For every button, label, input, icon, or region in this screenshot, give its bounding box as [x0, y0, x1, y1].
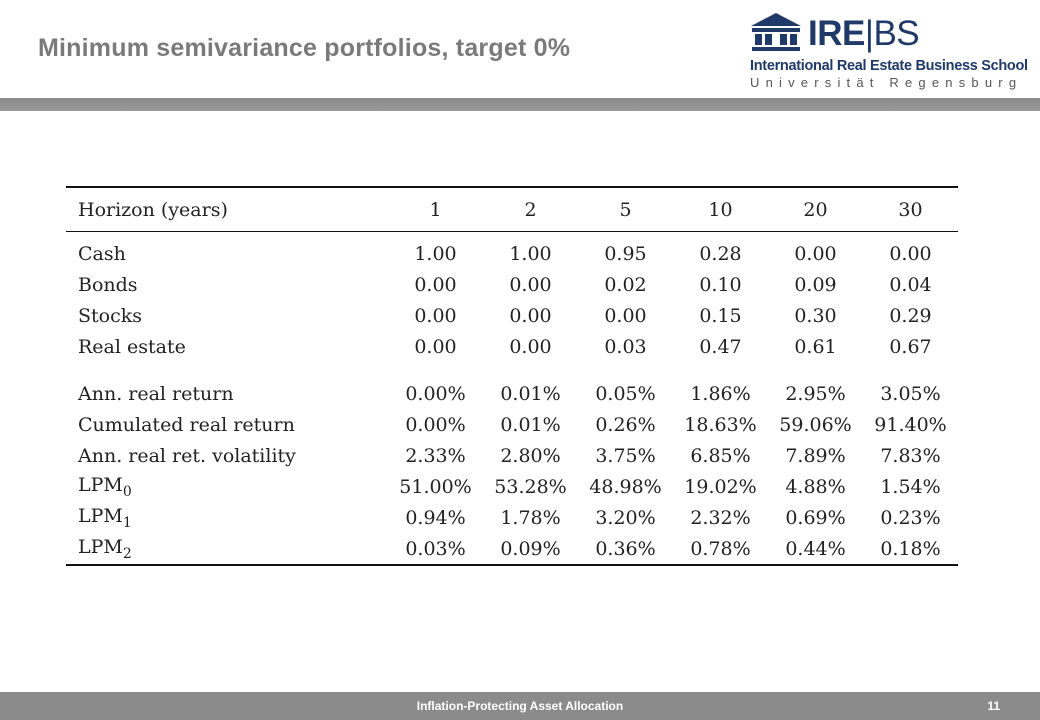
- table-cell: 0.00: [414, 273, 457, 296]
- row-label: [66, 471, 388, 502]
- header-horizon: 30: [898, 198, 923, 221]
- table-cell: 2.80%: [500, 444, 561, 467]
- table-cell: 0.00: [604, 304, 647, 327]
- table-row: [66, 533, 958, 565]
- table-cell: 0.01%: [500, 382, 561, 405]
- row-label-text: Real estate: [78, 335, 186, 358]
- building-logo-icon: [750, 12, 802, 52]
- row-label: [66, 502, 388, 533]
- footer-bar: [0, 692, 1040, 720]
- table-row: [66, 440, 958, 471]
- table-cell: 51.00%: [399, 475, 472, 498]
- row-label: [66, 533, 388, 565]
- row-label-text: Bonds: [78, 273, 138, 296]
- table-cell: 0.01%: [500, 413, 561, 436]
- table-cell: 0.44%: [785, 537, 846, 560]
- table-cell: 1.00: [509, 242, 552, 265]
- row-label-subscript: 0: [122, 483, 132, 500]
- table-cell: 1.00: [414, 242, 457, 265]
- weights-section: [66, 232, 958, 363]
- table-cell: 18.63%: [684, 413, 757, 436]
- header-divider: [0, 98, 1040, 111]
- table-cell: 0.61: [794, 335, 837, 358]
- table-cell: 0.78%: [690, 537, 751, 560]
- table-cell: 0.23%: [880, 506, 941, 529]
- row-label-text: LPM: [78, 504, 123, 527]
- table-cell: 3.05%: [880, 382, 941, 405]
- row-label: [66, 300, 388, 331]
- header-horizon: 2: [524, 198, 537, 221]
- table-cell: 1.54%: [880, 475, 941, 498]
- page-number: 11: [987, 699, 1000, 713]
- row-label: [66, 269, 388, 300]
- header-horizon: 10: [708, 198, 733, 221]
- table-cell: 0.00: [414, 304, 457, 327]
- table-cell: 0.04: [889, 273, 932, 296]
- table-cell: 19.02%: [684, 475, 757, 498]
- table-cell: 7.89%: [785, 444, 846, 467]
- row-label-text: LPM: [78, 535, 123, 558]
- table-cell: 0.00: [509, 304, 552, 327]
- row-label: [66, 232, 388, 270]
- table-cell: 48.98%: [589, 475, 662, 498]
- table-cell: 0.03: [604, 335, 647, 358]
- table-cell: 0.02: [604, 273, 647, 296]
- table-cell: 0.03%: [405, 537, 466, 560]
- table-cell: 3.20%: [595, 506, 656, 529]
- logo-acronym-left: IRE: [808, 14, 865, 53]
- table-cell: 0.00: [509, 335, 552, 358]
- portfolio-table: [66, 186, 958, 566]
- logo-university: Universität Regensburg: [750, 75, 1023, 90]
- logo-acronym-right: BS: [873, 14, 920, 53]
- table-row: [66, 502, 958, 533]
- table-cell: 0.28: [699, 242, 742, 265]
- table-cell: 0.00: [414, 335, 457, 358]
- table-cell: 6.85%: [690, 444, 751, 467]
- table-cell: 0.00: [889, 242, 932, 265]
- table-cell: 0.69%: [785, 506, 846, 529]
- table-cell: 0.15: [699, 304, 742, 327]
- row-label-text: Ann. real return: [78, 382, 234, 405]
- table-header-row: [66, 187, 958, 232]
- table-cell: 0.67: [889, 335, 932, 358]
- row-label: [66, 409, 388, 440]
- row-label-text: Ann. real ret. volatility: [78, 444, 296, 467]
- header-horizon: 20: [803, 198, 828, 221]
- slide-title: Minimum semivariance portfolios, target 0%: [38, 34, 571, 62]
- logo-acronym-separator: |: [864, 14, 874, 53]
- row-label-text: Cumulated real return: [78, 413, 295, 436]
- table-row: [66, 300, 958, 331]
- table-row: [66, 471, 958, 502]
- header-label: Horizon (years): [78, 198, 228, 221]
- row-label-text: Stocks: [78, 304, 142, 327]
- table-cell: 0.95: [604, 242, 647, 265]
- table-row: [66, 232, 958, 270]
- table-cell: 0.47: [699, 335, 742, 358]
- table-cell: 0.09: [794, 273, 837, 296]
- row-label-subscript: 2: [122, 545, 132, 562]
- table-cell: 0.10: [699, 273, 742, 296]
- header-horizon: 1: [429, 198, 442, 221]
- table-row: [66, 331, 958, 362]
- row-label-text: Cash: [78, 242, 126, 265]
- table-cell: 2.33%: [405, 444, 466, 467]
- row-label: [66, 331, 388, 362]
- irebs-logo: [748, 10, 1028, 90]
- table-cell: 53.28%: [494, 475, 567, 498]
- row-label-subscript: 1: [122, 514, 132, 531]
- table-cell: 0.00: [794, 242, 837, 265]
- table-cell: 0.18%: [880, 537, 941, 560]
- table-cell: 0.05%: [595, 382, 656, 405]
- header-horizon: 5: [619, 198, 632, 221]
- logo-school-name: International Real Estate Business School: [750, 58, 1028, 74]
- table-cell: 0.00%: [405, 382, 466, 405]
- table-cell: 2.32%: [690, 506, 751, 529]
- table-row: [66, 409, 958, 440]
- table-cell: 7.83%: [880, 444, 941, 467]
- table-cell: 0.36%: [595, 537, 656, 560]
- table-cell: 4.88%: [785, 475, 846, 498]
- logo-acronym: [808, 14, 919, 54]
- footer-title: Inflation-Protecting Asset Allocation: [416, 699, 624, 713]
- row-label: [66, 362, 388, 409]
- table-cell: 0.30: [794, 304, 837, 327]
- table-cell: 59.06%: [779, 413, 852, 436]
- table-cell: 0.94%: [405, 506, 466, 529]
- row-label-text: LPM: [78, 473, 123, 496]
- table-cell: 0.00: [509, 273, 552, 296]
- table-row: [66, 362, 958, 409]
- statistics-section: [66, 362, 958, 565]
- table-cell: 0.29: [889, 304, 932, 327]
- table-cell: 0.00%: [405, 413, 466, 436]
- table-cell: 91.40%: [874, 413, 947, 436]
- table-cell: 3.75%: [595, 444, 656, 467]
- table-cell: 0.09%: [500, 537, 561, 560]
- table-row: [66, 269, 958, 300]
- row-label: [66, 440, 388, 471]
- table-cell: 1.86%: [690, 382, 751, 405]
- table-cell: 0.26%: [595, 413, 656, 436]
- table-cell: 1.78%: [500, 506, 561, 529]
- table-cell: 2.95%: [785, 382, 846, 405]
